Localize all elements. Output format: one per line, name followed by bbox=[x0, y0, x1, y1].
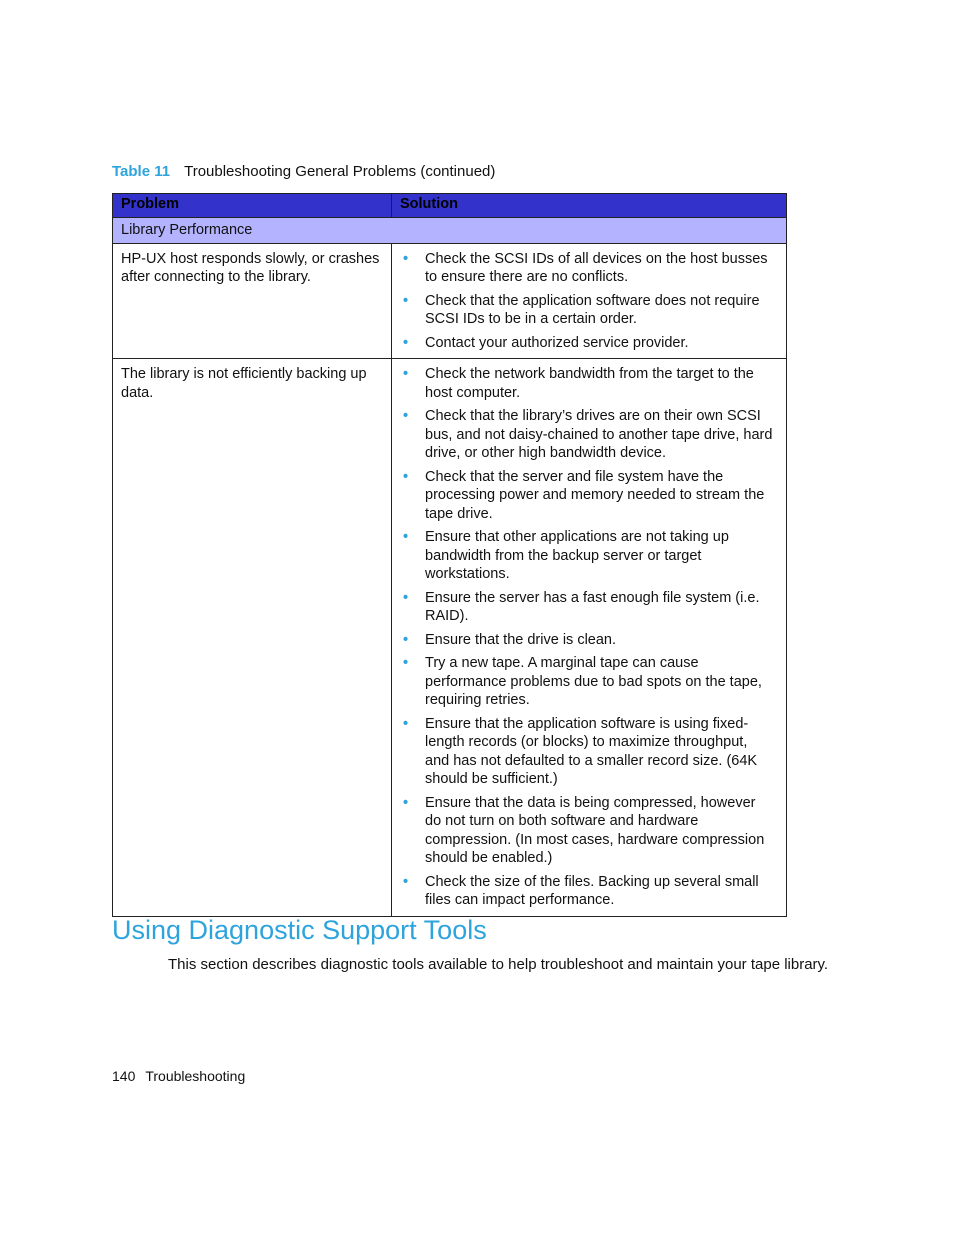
list-item bbox=[400, 250, 774, 287]
solution-text: Ensure that the application software is using fixed-length records (or blocks) to maximize throughput, and has not defaulted to a smaller record size. (64K should be sufficient.) bbox=[425, 715, 758, 787]
list-item bbox=[400, 528, 774, 584]
table-header-row bbox=[113, 194, 787, 218]
list-item bbox=[400, 292, 774, 329]
problem-cell: The library is not efficiently backing up data. bbox=[113, 359, 392, 917]
solution-list bbox=[400, 250, 774, 353]
solution-cell bbox=[392, 243, 787, 359]
list-item bbox=[400, 407, 774, 463]
solution-text: Check that the application software does not require SCSI IDs to be in a certain order. bbox=[425, 292, 760, 327]
solution-cell bbox=[392, 359, 787, 917]
section-label: Library Performance bbox=[113, 218, 787, 244]
bullet-icon: • bbox=[403, 529, 409, 545]
solution-text: Ensure that the drive is clean. bbox=[425, 631, 617, 648]
list-item bbox=[400, 873, 774, 910]
list-item bbox=[400, 589, 774, 626]
section-heading: Using Diagnostic Support Tools bbox=[112, 915, 487, 945]
problem-cell: HP-UX host responds slowly, or crashes after connecting to the library. bbox=[113, 243, 392, 359]
intro-paragraph: This section describes diagnostic tools available to help troubleshoot and maintain your tape library. bbox=[168, 956, 829, 973]
bullet-icon: • bbox=[403, 655, 409, 671]
list-item bbox=[400, 715, 774, 789]
troubleshooting-table bbox=[112, 193, 787, 917]
list-item bbox=[400, 654, 774, 710]
list-item bbox=[400, 334, 774, 353]
solution-list bbox=[400, 365, 774, 910]
solution-text: Check the SCSI IDs of all devices on the host busses to ensure there are no conflicts. bbox=[425, 250, 768, 285]
bullet-icon: • bbox=[403, 715, 409, 732]
header-solution: Solution bbox=[392, 194, 787, 218]
solution-text: Ensure that other applications are not taking up bandwidth from the backup server or target workstations. bbox=[425, 529, 729, 582]
header-problem: Problem bbox=[113, 194, 392, 218]
footer-chapter: Troubleshooting bbox=[145, 1068, 246, 1084]
table-title: Troubleshooting General Problems (continued) bbox=[184, 163, 496, 180]
list-item bbox=[400, 468, 774, 524]
list-item bbox=[400, 794, 774, 868]
solution-text: Check the size of the files. Backing up several small files can impact performance. bbox=[425, 873, 759, 908]
bullet-icon: • bbox=[403, 250, 409, 267]
solution-text: Contact your authorized service provider. bbox=[425, 334, 689, 351]
table-caption bbox=[112, 162, 495, 182]
table-number: Table 11 bbox=[112, 163, 171, 180]
solution-text: Check the network bandwidth from the target to the host computer. bbox=[425, 366, 754, 401]
page-footer bbox=[112, 1067, 245, 1085]
section-row bbox=[113, 218, 787, 244]
bullet-icon: • bbox=[403, 794, 409, 811]
bullet-icon: • bbox=[403, 366, 409, 382]
page-number: 140 bbox=[112, 1068, 136, 1084]
table-row bbox=[113, 243, 787, 359]
table-row bbox=[113, 359, 787, 917]
list-item bbox=[400, 365, 774, 402]
list-item bbox=[400, 631, 774, 650]
bullet-icon: • bbox=[403, 589, 409, 606]
bullet-icon: • bbox=[403, 408, 409, 424]
bullet-icon: • bbox=[403, 468, 409, 485]
bullet-icon: • bbox=[403, 631, 409, 648]
solution-text: Check that the library’s drives are on their own SCSI bus, and not daisy-chained to another tape drive, hard drive, or other high bandwidth device. bbox=[425, 408, 773, 461]
solution-text: Check that the server and file system have the processing power and memory needed to stream the tape drive. bbox=[425, 468, 765, 522]
solution-text: Ensure that the data is being compressed, however do not turn on both software and hardware compression. (In most cases, hardware compression should be enabled.) bbox=[425, 794, 765, 866]
solution-text: Ensure the server has a fast enough file system (i.e. RAID). bbox=[425, 589, 760, 624]
bullet-icon: • bbox=[403, 873, 409, 890]
bullet-icon: • bbox=[403, 334, 409, 351]
solution-text: Try a new tape. A marginal tape can cause performance problems due to bad spots on the tape, requiring retries. bbox=[425, 655, 762, 708]
bullet-icon: • bbox=[403, 292, 409, 309]
